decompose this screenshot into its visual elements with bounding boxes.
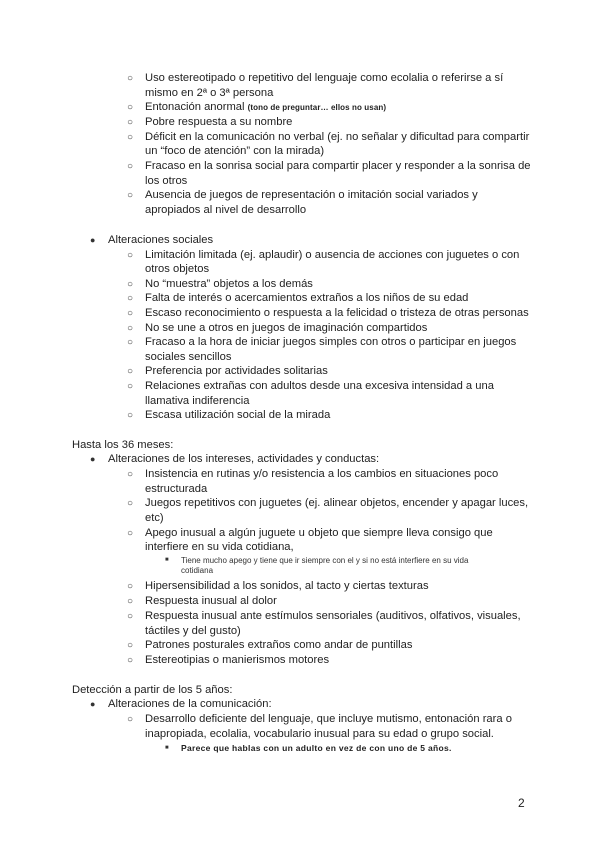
filled-bullet-icon: ●	[90, 235, 96, 245]
interests-heading: Alteraciones de los intereses, actividades y conductas:	[108, 453, 380, 465]
hollow-bullet-icon: ○	[127, 161, 134, 172]
list-item-cont: sociales sencillos	[145, 351, 232, 363]
hollow-bullet-icon: ○	[127, 293, 134, 304]
hollow-bullet-icon: ○	[127, 381, 134, 392]
inline-note: (tono de preguntar… ellos no usan)	[247, 103, 387, 112]
list-item-cont: mismo en 2ª o 3ª persona	[145, 87, 274, 99]
hollow-bullet-icon: ○	[127, 250, 134, 261]
list-item-cont: etc)	[145, 512, 164, 524]
hollow-bullet-icon: ○	[127, 323, 134, 334]
page-number: 2	[518, 796, 525, 810]
list-item: Fracaso a la hora de iniciar juegos simples con otros o participar en juegos	[145, 336, 517, 348]
list-item: Hipersensibilidad a los sonidos, al tacto y ciertas texturas	[145, 580, 429, 592]
list-item-cont: un “foco de atención” con la mirada)	[145, 145, 325, 157]
hollow-bullet-icon: ○	[127, 337, 134, 348]
list-item-cont: táctiles y del gusto)	[145, 625, 241, 637]
list-item-cont: llamativa indiferencia	[145, 395, 250, 407]
sub-note: Parece que hablas con un adulto en vez de con uno de 5 años.	[181, 743, 452, 753]
list-item: Pobre respuesta a su nombre	[145, 116, 293, 128]
list-item: Juegos repetitivos con juguetes (ej. alinear objetos, encender y apagar luces,	[145, 497, 529, 509]
list-item: Respuesta inusual ante estímulos sensoriales (auditivos, olfativos, visuales,	[145, 610, 521, 622]
list-item: Escasa utilización social de la mirada	[145, 409, 331, 421]
hollow-bullet-icon: ○	[127, 366, 134, 377]
list-item-cont: apropiados al nivel de desarrollo	[145, 204, 307, 216]
hollow-bullet-icon: ○	[127, 498, 134, 509]
list-item-cont: otros objetos	[145, 263, 210, 275]
list-item-cont: los otros	[145, 175, 188, 187]
list-item: Escaso reconocimiento o respuesta a la felicidad o tristeza de otras personas	[145, 307, 529, 319]
list-item: Ausencia de juegos de representación o imitación social variados y	[145, 189, 478, 201]
social-heading: Alteraciones sociales	[108, 234, 214, 246]
list-item: Falta de interés o acercamientos extraños a los niños de su edad	[145, 292, 469, 304]
list-item-cont: inapropiada, ecolalia, vocabulario inusual para su edad o grupo social.	[145, 728, 494, 740]
list-item: Uso estereotipado o repetitivo del lenguaje como ecolalia o referirse a sí	[145, 72, 504, 84]
list-item: No se une a otros en juegos de imaginación compartidos	[145, 322, 428, 334]
sub-note: Tiene mucho apego y tiene que ir siempre con el y si no está interfiere en su vida	[181, 556, 469, 565]
list-item: Patrones posturales extraños como andar de puntillas	[145, 639, 413, 651]
hollow-bullet-icon: ○	[127, 410, 134, 421]
hollow-bullet-icon: ○	[127, 596, 134, 607]
list-item: Entonación anormal (tono de preguntar… ellos no usan)	[145, 101, 387, 113]
hollow-bullet-icon: ○	[127, 117, 134, 128]
square-bullet-icon: ■	[165, 745, 169, 751]
sub-note-cont: cotidiana	[181, 566, 214, 575]
comm-heading: Alteraciones de la comunicación:	[108, 698, 272, 710]
hollow-bullet-icon: ○	[127, 132, 134, 143]
list-item: Apego inusual a algún juguete u objeto que siempre lleva consigo que	[145, 527, 493, 539]
hollow-bullet-icon: ○	[127, 640, 134, 651]
list-item: Limitación limitada (ej. aplaudir) o ausencia de acciones con juguetes o con	[145, 249, 520, 261]
list-item: Relaciones extrañas con adultos desde una excesiva intensidad a una	[145, 380, 494, 392]
list-item: Desarrollo deficiente del lenguaje, que incluye mutismo, entonación rara o	[145, 713, 512, 725]
hollow-bullet-icon: ○	[127, 279, 134, 290]
list-item-cont: estructurada	[145, 483, 208, 495]
list-item: Insistencia en rutinas y/o resistencia a los cambios en situaciones poco	[145, 468, 499, 480]
list-item-cont: interfiere en su vida cotidiana,	[145, 541, 294, 553]
square-bullet-icon: ■	[165, 557, 169, 563]
list-item: Preferencia por actividades solitarias	[145, 365, 328, 377]
hollow-bullet-icon: ○	[127, 714, 134, 725]
hollow-bullet-icon: ○	[127, 308, 134, 319]
list-item: Déficit en la comunicación no verbal (ej. no señalar y dificultad para compartir	[145, 131, 530, 143]
filled-bullet-icon: ●	[90, 699, 96, 709]
hollow-bullet-icon: ○	[127, 528, 134, 539]
list-item: Fracaso en la sonrisa social para compartir placer y responder a la sonrisa de	[145, 160, 531, 172]
section-heading-5-years: Detección a partir de los 5 años:	[72, 684, 233, 696]
hollow-bullet-icon: ○	[127, 655, 134, 666]
hollow-bullet-icon: ○	[127, 469, 134, 480]
hollow-bullet-icon: ○	[127, 190, 134, 201]
list-item: Estereotipias o manierismos motores	[145, 654, 330, 666]
hollow-bullet-icon: ○	[127, 611, 134, 622]
hollow-bullet-icon: ○	[127, 102, 134, 113]
hollow-bullet-icon: ○	[127, 73, 134, 84]
hollow-bullet-icon: ○	[127, 581, 134, 592]
section-heading-36-months: Hasta los 36 meses:	[72, 439, 174, 451]
list-item: No “muestra” objetos a los demás	[145, 278, 313, 290]
list-item: Respuesta inusual al dolor	[145, 595, 277, 607]
filled-bullet-icon: ●	[90, 454, 96, 464]
